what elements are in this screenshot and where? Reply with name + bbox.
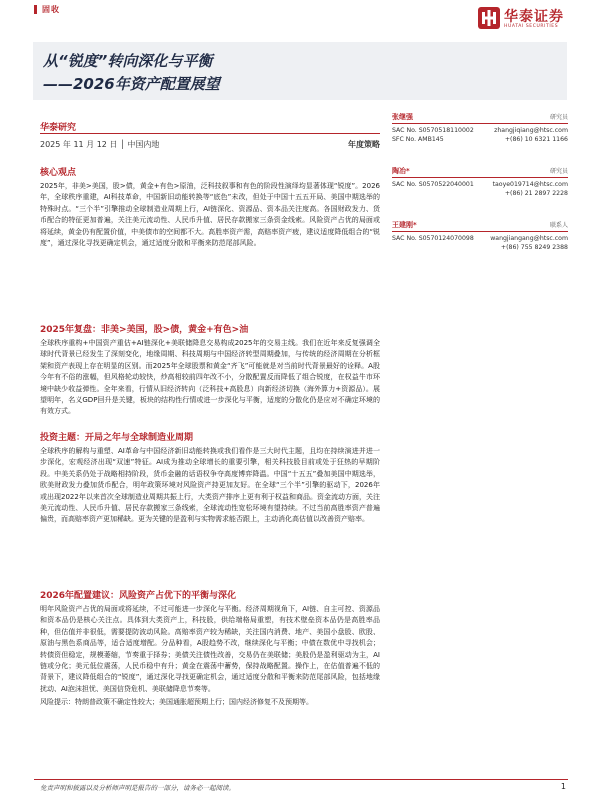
report-title: 从“锐度”转向深化与平衡	[43, 52, 213, 70]
theme-section	[40, 430, 380, 526]
section-body: 2025年，非美>美国，股>债，黄金+有色>原油，泛科技叙事和有色的阶段性演绎均显著体现“锐度”。2026年，全球秩序重建，AI科技革命，中国新旧动能转换等“底色”未改，但处于中国十五五开局、美国中期选举的特殊时点。“三个半”引擎推动全球制造业周期上行，AI链深化、资源品、资本品关注度高。各国财政发力、货币配合的特征更加普遍，关注美元流动性、人民币升值、居民存款搬家三条资金线索。风险资产占优的局面或将延续，黄金仍有配置价值，中美债市的空间都不大。高胜率资产需，高赔率资产疲，建议适度降低组合的“锐度”，通过深化寻找更确定机会，通过适度分散和平衡来防范尾部风险。	[40, 182, 380, 248]
page-footer	[34, 779, 568, 793]
analyst-sfc: SFC No. AMB145	[392, 136, 444, 143]
section-body: 全球秩序重构+中国资产重估+AI链深化+美联储降息交易构成2025年的交易主线。我们在近年来反复强调全球时代背景已经发生了深刻变化，地缘周期、科技周期与中国经济转型周期叠加，与传统的经济周期在分析框架和资产表现上存在明显的区别。而2025年全球股票和黄金“齐飞”可能就是对当前时代背景最好的诠释。A股今年有不俗的涨幅，但风格轮动较快，炒高相较前四年改不小，分散配置反而降低了组合锐度，在权益牛市环境中缺少收益弹性。全年来看，行情从旧经济转向（泛科技+高股息）向新经济切换（海外算力+资源品）。展望明年，名义GDP回升是关键，板块的结构性行情或进一步深化与平衡，适度的分散化仍是应对不确定环境的有效方式。	[40, 339, 380, 416]
report-date: 2025 年 11 月 12 日 │ 中国内地	[40, 140, 160, 149]
analyst-email[interactable]: wangjiangang@htsc.com	[490, 235, 568, 242]
analyst-name: 王建刚*	[392, 221, 417, 229]
logo-text-en: HUATAI SECURITIES	[504, 24, 559, 29]
section-body: 全球秩序的解构与重塑、AI革命与中国经济新旧动能转换或我们看作是三大时代主题，且均在持续演进并进一步深化，宏观经济出现“双速”特征。AI成为推动全球增长的重要引擎，相关科技股目前或处于狂热的早期阶段。中美关系仍处于战略相持阶段，货币金融的话语权争夺高度博弈降温。中国“十五五”叠加美国中期选举，欧美财政发力叠加货币配合，明年政策环境对风险资产持更加友好。在全球“三个半”引擎的驱动下，2026年或出现2022年以来首次全球制造业周期共振上行，大类资产排序上更有利于权益和商品。资金流动方面，关注美元流动性、人民币升值、居民存款搬家三条线索，全球流动性宽松环境有望持续。不过当前高胜率资产普遍偏贵，而高赔率资产更加稀缺。更为关键的是盈利与实物需求能否跟上，主动消化高估值以改善资产赔率。	[40, 447, 380, 524]
org-name: 华泰研究	[40, 123, 77, 133]
analyst-email[interactable]: zhangjiqiang@htsc.com	[494, 127, 568, 134]
section-heading: 2026年配置建议：风险资产占优下的平衡与深化	[40, 591, 237, 601]
analyst-role: 研究员	[549, 114, 568, 121]
divider	[392, 177, 568, 178]
section-heading: 投资主题：开局之年与全球制造业周期	[40, 433, 194, 443]
logo-mark-icon	[478, 7, 500, 29]
analyst-card	[392, 220, 568, 274]
analyst-email[interactable]: taoye019714@htsc.com	[492, 181, 568, 188]
analyst-panel	[392, 112, 568, 274]
logo-text-cn: 华泰证券	[504, 9, 564, 25]
analyst-role: 联系人	[549, 222, 568, 229]
report-subtitle: ——2026年资产配置展望	[43, 75, 220, 93]
analyst-card	[392, 112, 568, 166]
section-heading: 核心观点	[40, 168, 77, 178]
analyst-sac: SAC No. S0570522040001	[392, 181, 474, 188]
divider	[392, 123, 568, 124]
analyst-role: 研究员	[549, 168, 568, 175]
company-logo	[478, 6, 583, 34]
divider	[40, 133, 380, 134]
report-type: 年度策略	[348, 140, 380, 149]
analyst-phone: +(86) 755 8249 2388	[500, 244, 568, 251]
top-bar	[0, 0, 600, 40]
report-meta	[40, 139, 380, 153]
analyst-sac: SAC No. S0570124070098	[392, 235, 474, 242]
analyst-card	[392, 166, 568, 220]
risk-warning: 风险提示：特朗普政策不确定性较大；美国通胀超预期上行；国内经济修复不及预期等。	[40, 698, 313, 707]
section-body: 明年风险资产占优的局面或将延续，不过可能进一步深化与平衡。经济周期视角下，AI链、自主可控、资源品和资本品仍是核心关注点。具体到大类资产上，科技股，供给端格局重塑，有技术壁垒资本品仍是高胜率品种，但估值并非很低，需要提防波动风险。高赔率资产较为稀缺，关注国内消费、地产、美国小盘股、欧股、原油与黑色系商品等，适合适度增配。分品种看，A股趋势不改，继续深化与平衡；中债在数优中寻找机会；转债资但稳定，规模萎缩，节奏重于择券；美债关注债性改善，交易仍在美联储；美股仍是盈利驱动为主，AI链或分化；美元低位震荡，人民币稳中有升；黄金在震荡中蓄势，保持战略配置。操作上，在估值普遍不低的背景下，建议降低组合的“锐度”，通过深化寻找更确定机会，通过适度分散和平衡来防范尾部风险，包括地缘扰动、AI泡沫担忧、美国信贷危机、美联储降息节奏等。	[40, 605, 380, 693]
review-section	[40, 322, 380, 418]
core-views-section	[40, 165, 380, 249]
analyst-name: 陶冶*	[392, 167, 410, 175]
divider	[392, 231, 568, 232]
disclaimer-text: 免责声明和披露以及分析师声明是报告的一部分，请务必一起阅读。	[40, 784, 235, 792]
section-heading: 2025年复盘：非美>美国，股>债，黄金+有色>油	[40, 325, 249, 335]
title-banner	[33, 42, 567, 100]
analyst-phone: +(86) 10 6321 1166	[504, 136, 568, 143]
analyst-name: 张继强	[392, 113, 413, 121]
research-org	[40, 120, 380, 133]
report-category: 固收	[42, 5, 60, 14]
analyst-phone: +(86) 21 2897 2228	[504, 190, 568, 197]
page-number: 1	[560, 782, 566, 791]
allocation-section	[40, 588, 380, 709]
tab-accent	[34, 5, 37, 14]
analyst-sac: SAC No. S0570518110002	[392, 127, 474, 134]
